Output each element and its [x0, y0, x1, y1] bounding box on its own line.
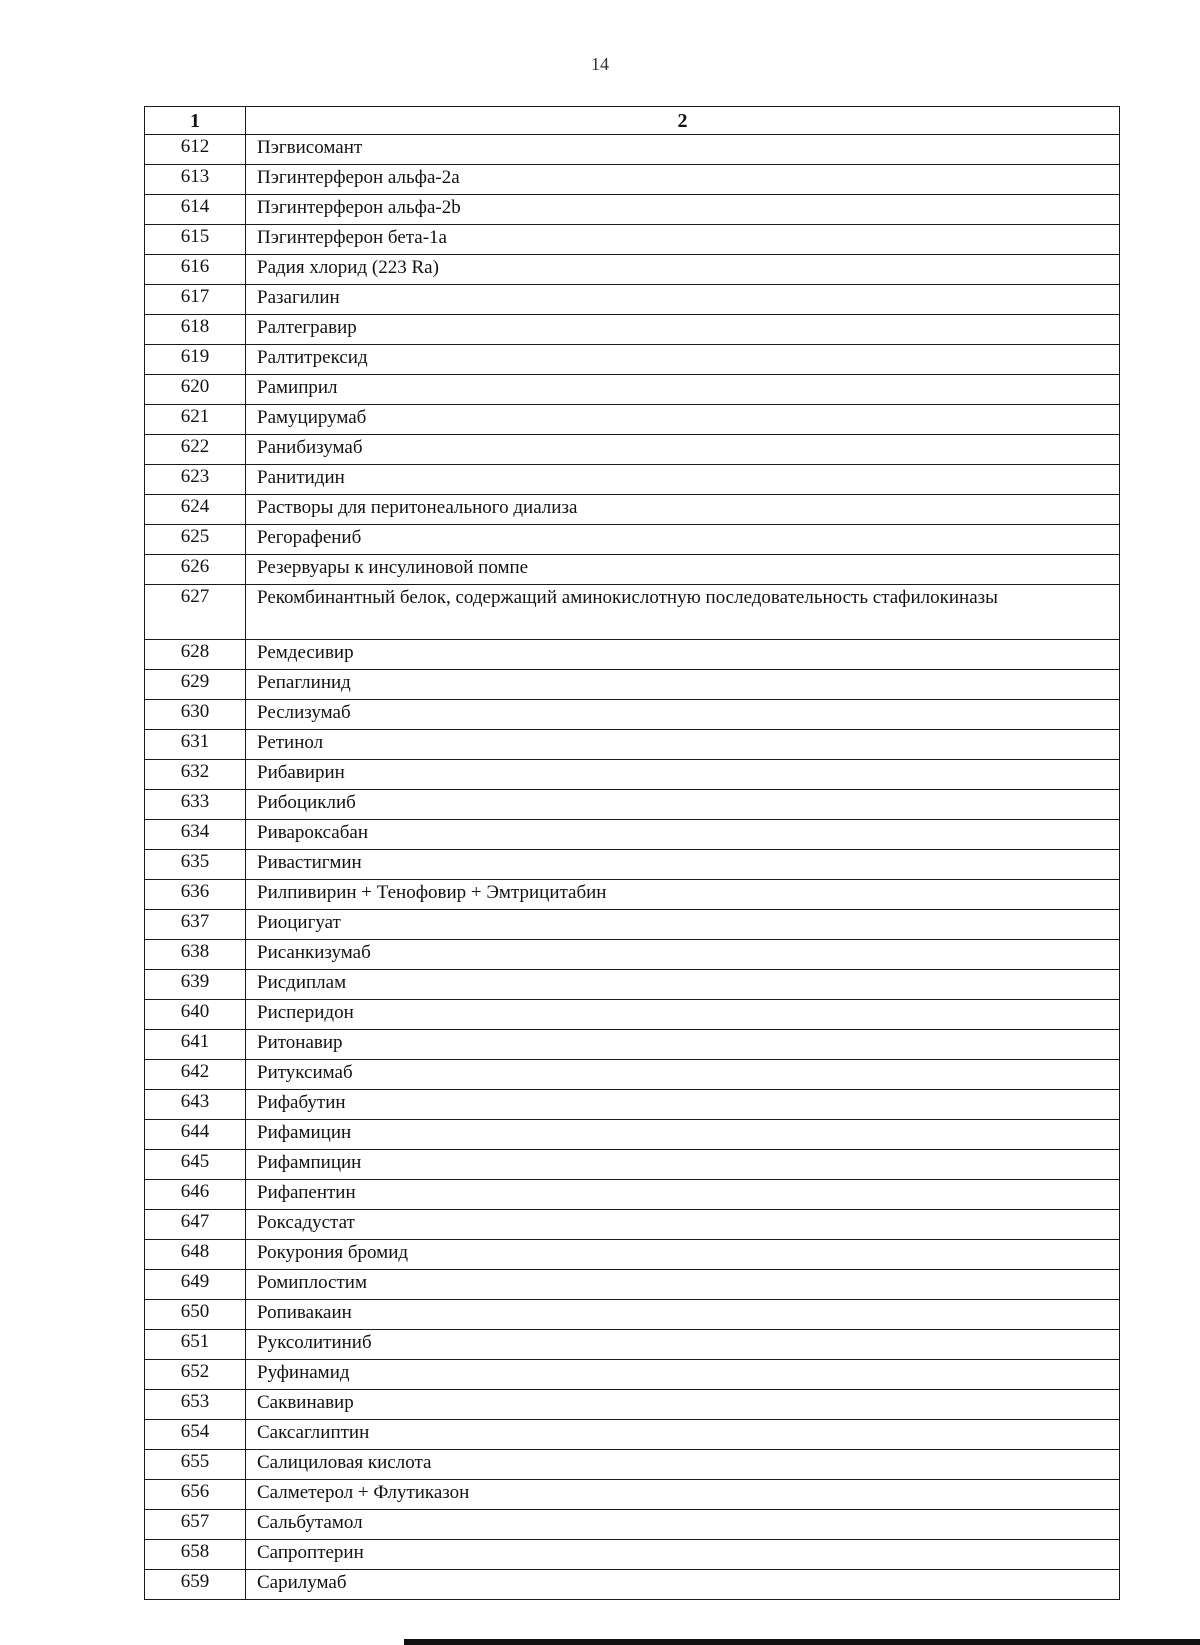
drug-name: Рамуцирумаб: [246, 405, 1120, 435]
row-number: 626: [145, 555, 246, 585]
drug-name: Рифабутин: [246, 1090, 1120, 1120]
drug-name: Пэгвисомант: [246, 135, 1120, 165]
row-number: 655: [145, 1450, 246, 1480]
drug-name: Ранибизумаб: [246, 435, 1120, 465]
drug-name: Ралтегравир: [246, 315, 1120, 345]
drug-name: Рисанкизумаб: [246, 940, 1120, 970]
row-number: 647: [145, 1210, 246, 1240]
page-number: 14: [591, 54, 609, 74]
drug-name: Растворы для перитонеального диализа: [246, 495, 1120, 525]
table-row: [145, 285, 1120, 315]
drug-name: Сапроптерин: [246, 1540, 1120, 1570]
drug-table: [144, 106, 1120, 1600]
table-row: [145, 1480, 1120, 1510]
table-row: [145, 465, 1120, 495]
table-row: [145, 1240, 1120, 1270]
row-number: 633: [145, 790, 246, 820]
table-row: [145, 435, 1120, 465]
table-row: [145, 1030, 1120, 1060]
row-number: 650: [145, 1300, 246, 1330]
row-number: 649: [145, 1270, 246, 1300]
drug-name: Пэгинтерферон бета-1a: [246, 225, 1120, 255]
table-row: [145, 525, 1120, 555]
table-row: [145, 1120, 1120, 1150]
table-row: [145, 1390, 1120, 1420]
row-number: 623: [145, 465, 246, 495]
drug-name: Рифапентин: [246, 1180, 1120, 1210]
table-row: [145, 345, 1120, 375]
row-number: 618: [145, 315, 246, 345]
row-number: 640: [145, 1000, 246, 1030]
table-row: [145, 375, 1120, 405]
drug-name: Рибоциклиб: [246, 790, 1120, 820]
row-number: 632: [145, 760, 246, 790]
drug-name: Руфинамид: [246, 1360, 1120, 1390]
drug-name: Репаглинид: [246, 670, 1120, 700]
drug-name: Разагилин: [246, 285, 1120, 315]
table-row: [145, 1300, 1120, 1330]
table-row: [145, 1150, 1120, 1180]
row-number: 654: [145, 1420, 246, 1450]
table-row: [145, 1210, 1120, 1240]
row-number: 646: [145, 1180, 246, 1210]
table-row: [145, 970, 1120, 1000]
drug-name: Ривароксабан: [246, 820, 1120, 850]
row-number: 619: [145, 345, 246, 375]
table-row: [145, 1000, 1120, 1030]
drug-name: Пэгинтерферон альфа-2b: [246, 195, 1120, 225]
row-number: 642: [145, 1060, 246, 1090]
drug-name: Рифамицин: [246, 1120, 1120, 1150]
drug-name: Саксаглиптин: [246, 1420, 1120, 1450]
scan-edge-line: [404, 1639, 1200, 1645]
table-row: [145, 315, 1120, 345]
drug-name: Ритуксимаб: [246, 1060, 1120, 1090]
row-number: 653: [145, 1390, 246, 1420]
drug-name: Саквинавир: [246, 1390, 1120, 1420]
table-row: [145, 1450, 1120, 1480]
table-row: [145, 940, 1120, 970]
table-row: [145, 1570, 1120, 1600]
row-number: 658: [145, 1540, 246, 1570]
row-number: 621: [145, 405, 246, 435]
drug-name: Ретинол: [246, 730, 1120, 760]
table-row: [145, 1060, 1120, 1090]
row-number: 659: [145, 1570, 246, 1600]
table-row: [145, 1360, 1120, 1390]
table-row: [145, 790, 1120, 820]
drug-name: Сарилумаб: [246, 1570, 1120, 1600]
row-number: 651: [145, 1330, 246, 1360]
drug-name: Ропивакаин: [246, 1300, 1120, 1330]
table-header-row: [145, 107, 1120, 135]
drug-name: Риоцигуат: [246, 910, 1120, 940]
drug-name: Ромиплостим: [246, 1270, 1120, 1300]
table-row: [145, 760, 1120, 790]
row-number: 631: [145, 730, 246, 760]
drug-name: Реслизумаб: [246, 700, 1120, 730]
drug-name: Рамиприл: [246, 375, 1120, 405]
table-row: [145, 1090, 1120, 1120]
row-number: 622: [145, 435, 246, 465]
row-number: 620: [145, 375, 246, 405]
drug-name: Рисдиплам: [246, 970, 1120, 1000]
row-number: 645: [145, 1150, 246, 1180]
row-number: 613: [145, 165, 246, 195]
table-row: [145, 730, 1120, 760]
row-number: 652: [145, 1360, 246, 1390]
row-number: 625: [145, 525, 246, 555]
drug-name: Рекомбинантный белок, содержащий аминокислотную последовательность стафилокиназы: [246, 585, 1120, 640]
table-row: [145, 255, 1120, 285]
table-row: [145, 1270, 1120, 1300]
drug-name: Ривастигмин: [246, 850, 1120, 880]
table-row: [145, 1180, 1120, 1210]
drug-name: Салметерол + Флутиказон: [246, 1480, 1120, 1510]
table-row: [145, 850, 1120, 880]
row-number: 629: [145, 670, 246, 700]
table-row: [145, 135, 1120, 165]
row-number: 643: [145, 1090, 246, 1120]
drug-name: Ралтитрексид: [246, 345, 1120, 375]
drug-name: Пэгинтерферон альфа-2a: [246, 165, 1120, 195]
drug-name: Ритонавир: [246, 1030, 1120, 1060]
table-row: [145, 1510, 1120, 1540]
drug-name: Ранитидин: [246, 465, 1120, 495]
table-row: [145, 495, 1120, 525]
row-number: 634: [145, 820, 246, 850]
table-body: [145, 135, 1120, 1600]
column-header-number: 1: [145, 107, 246, 135]
table-row: [145, 555, 1120, 585]
row-number: 641: [145, 1030, 246, 1060]
drug-name: Рилпивирин + Тенофовир + Эмтрицитабин: [246, 880, 1120, 910]
row-number: 638: [145, 940, 246, 970]
column-header-name: 2: [246, 107, 1120, 135]
row-number: 635: [145, 850, 246, 880]
drug-name: Руксолитиниб: [246, 1330, 1120, 1360]
drug-name: Салициловая кислота: [246, 1450, 1120, 1480]
drug-name: Рокурония бромид: [246, 1240, 1120, 1270]
row-number: 648: [145, 1240, 246, 1270]
table-row: [145, 1420, 1120, 1450]
drug-name: Сальбутамол: [246, 1510, 1120, 1540]
row-number: 624: [145, 495, 246, 525]
table-row: [145, 1540, 1120, 1570]
row-number: 617: [145, 285, 246, 315]
row-number: 615: [145, 225, 246, 255]
row-number: 614: [145, 195, 246, 225]
row-number: 630: [145, 700, 246, 730]
table-row: [145, 195, 1120, 225]
row-number: 656: [145, 1480, 246, 1510]
row-number: 616: [145, 255, 246, 285]
table-row: [145, 820, 1120, 850]
table-row: [145, 640, 1120, 670]
row-number: 639: [145, 970, 246, 1000]
drug-name: Рисперидон: [246, 1000, 1120, 1030]
row-number: 636: [145, 880, 246, 910]
table-row: [145, 225, 1120, 255]
table-row: [145, 700, 1120, 730]
row-number: 657: [145, 1510, 246, 1540]
drug-name: Ремдесивир: [246, 640, 1120, 670]
row-number: 627: [145, 585, 246, 640]
table-row: [145, 910, 1120, 940]
table-row: [145, 670, 1120, 700]
table-row: [145, 405, 1120, 435]
row-number: 628: [145, 640, 246, 670]
table-row: [145, 165, 1120, 195]
drug-name: Регорафениб: [246, 525, 1120, 555]
row-number: 637: [145, 910, 246, 940]
row-number: 644: [145, 1120, 246, 1150]
drug-name: Резервуары к инсулиновой помпе: [246, 555, 1120, 585]
table-row: [145, 880, 1120, 910]
drug-name: Рибавирин: [246, 760, 1120, 790]
row-number: 612: [145, 135, 246, 165]
table-row: [145, 1330, 1120, 1360]
drug-name: Радия хлорид (223 Ra): [246, 255, 1120, 285]
table-row: [145, 585, 1120, 640]
drug-name: Рифампицин: [246, 1150, 1120, 1180]
drug-name: Роксадустат: [246, 1210, 1120, 1240]
